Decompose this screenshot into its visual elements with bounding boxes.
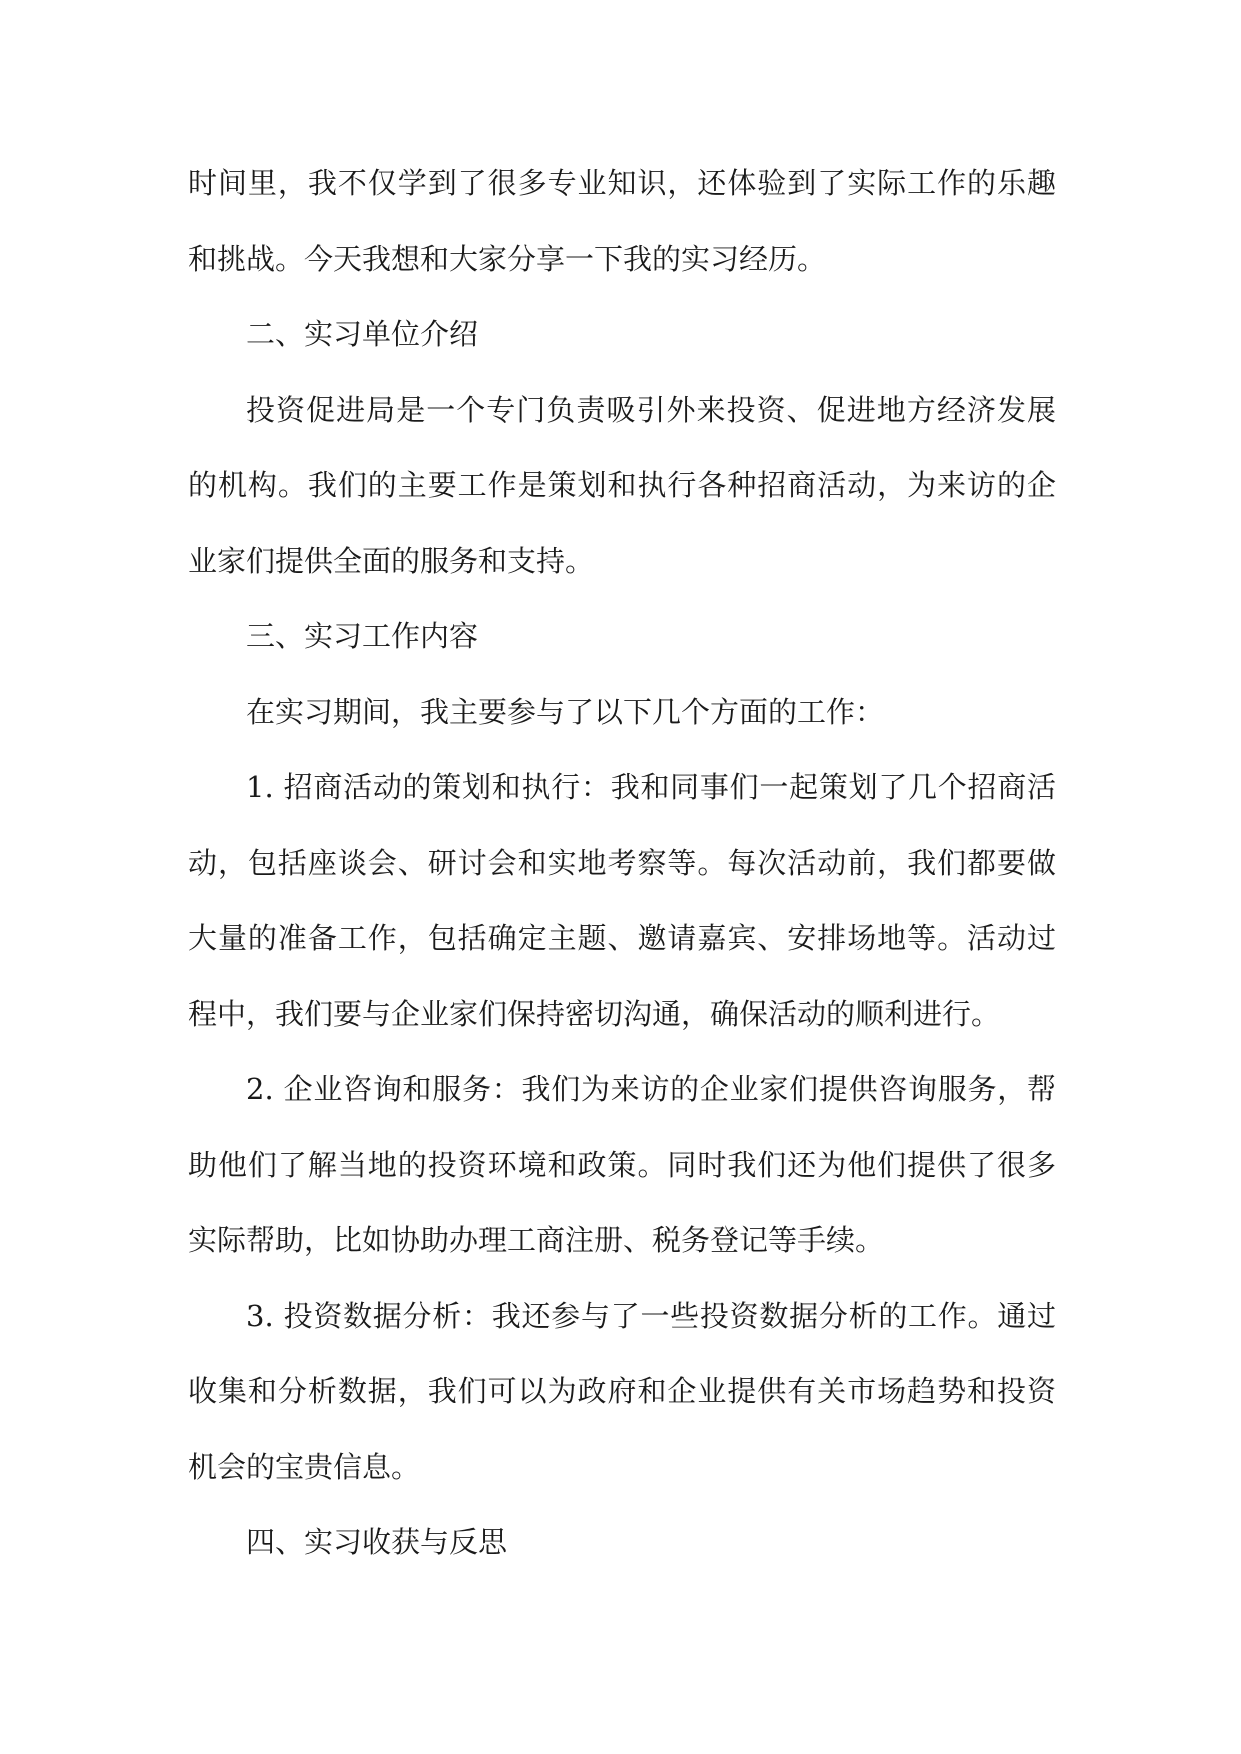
- paragraph-unit-intro: 投资促进局是一个专门负责吸引外来投资、促进地方经济发展的机构。我们的主要工作是策划和执行各种招商活动，为来访的企业家们提供全面的服务和支持。: [188, 392, 1056, 578]
- paragraph-work-intro: 在实习期间，我主要参与了以下几个方面的工作：: [246, 694, 885, 729]
- document-body: [188, 146, 1056, 1581]
- list-item-investment-events: 1. 招商活动的策划和执行：我和同事们一起策划了几个招商活动，包括座谈会、研讨会和实地考察等。每次活动前，我们都要做大量的准备工作，包括确定主题、邀请嘉宾、安排场地等。活动过程中，我们要与企业家们保持密切沟通，确保活动的顺利进行。: [188, 770, 1056, 1031]
- section-heading-work-content: 三、实习工作内容: [246, 619, 479, 653]
- list-item-consulting-services: 2. 企业咨询和服务：我们为来访的企业家们提供咨询服务，帮助他们了解当地的投资环境和政策。同时我们还为他们提供了很多实际帮助，比如协助办理工商注册、税务登记等手续。: [188, 1072, 1056, 1257]
- list-item-data-analysis: 3. 投资数据分析：我还参与了一些投资数据分析的工作。通过收集和分析数据，我们可以为政府和企业提供有关市场趋势和投资机会的宝贵信息。: [188, 1298, 1056, 1484]
- paragraph-continuation: 时间里，我不仅学到了很多专业知识，还体验到了实际工作的乐趣和挑战。今天我想和大家分享一下我的实习经历。: [188, 166, 1056, 276]
- section-heading-unit-intro: 二、实习单位介绍: [246, 317, 479, 351]
- section-heading-gains-reflection: 四、实习收获与反思: [246, 1525, 508, 1559]
